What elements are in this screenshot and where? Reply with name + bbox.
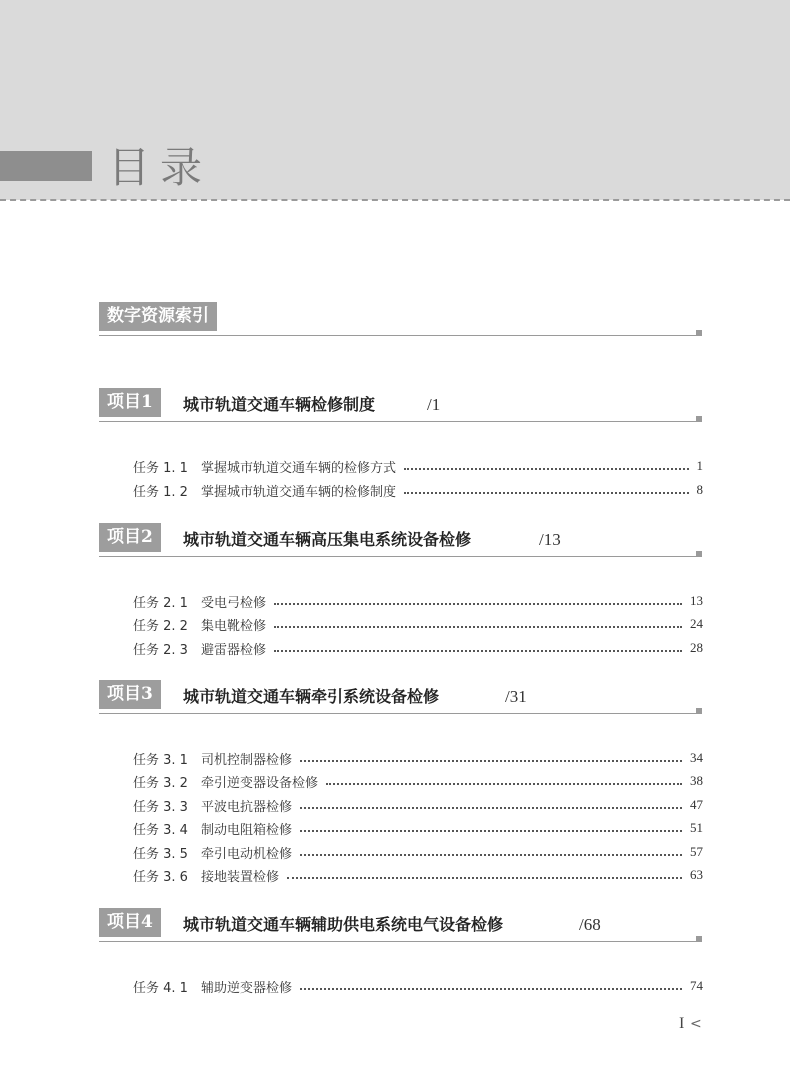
toc-entry-task-1-1[interactable] — [133, 456, 703, 476]
dot-leader — [300, 760, 682, 762]
task-number: 任务 3. 3 — [133, 799, 188, 815]
project-2-heading[interactable] — [99, 523, 702, 557]
header-dashed-divider — [0, 199, 790, 201]
digital-index-heading[interactable] — [99, 302, 702, 336]
toc-entry-task-2-2[interactable] — [133, 614, 703, 634]
task-page: 51 — [690, 820, 703, 835]
task-name: 平波电抗器检修 — [201, 799, 293, 815]
dot-leader — [300, 988, 682, 990]
task-page: 8 — [696, 482, 703, 497]
dot-leader — [274, 626, 682, 628]
section-rule-end-square — [696, 551, 702, 557]
task-name: 牵引逆变器设备检修 — [201, 775, 319, 791]
task-page: 13 — [690, 593, 703, 608]
project-1-heading[interactable] — [99, 388, 702, 422]
task-name: 制动电阻箱检修 — [201, 822, 293, 838]
project-tag: 项目4 — [99, 908, 161, 937]
task-number: 任务 1. 2 — [133, 484, 188, 500]
task-number: 任务 2. 3 — [133, 642, 188, 658]
task-number: 任务 2. 2 — [133, 618, 188, 634]
section-rule — [99, 421, 702, 422]
task-name: 避雷器检修 — [201, 642, 267, 658]
dot-leader — [404, 468, 688, 470]
section-rule — [99, 335, 702, 336]
section-rule — [99, 556, 702, 557]
task-name: 掌握城市轨道交通车辆的检修方式 — [201, 460, 397, 476]
project-3-heading[interactable] — [99, 680, 702, 714]
task-number: 任务 3. 2 — [133, 775, 188, 791]
task-page: 1 — [696, 458, 703, 473]
project-page: /1 — [427, 395, 441, 414]
dot-leader — [274, 603, 682, 605]
section-rule — [99, 713, 702, 714]
toc-entry-task-4-1[interactable] — [133, 976, 703, 996]
task-number: 任务 3. 1 — [133, 752, 188, 768]
dot-leader — [300, 830, 682, 832]
task-page: 24 — [690, 616, 703, 631]
toc-entry-task-3-5[interactable] — [133, 842, 703, 862]
dot-leader — [287, 877, 682, 879]
project-page: /31 — [505, 687, 527, 706]
task-name: 牵引电动机检修 — [201, 846, 293, 862]
project-page: /68 — [579, 915, 601, 934]
toc-entry-task-2-3[interactable] — [133, 638, 703, 658]
task-number: 任务 2. 1 — [133, 595, 188, 611]
task-page: 63 — [690, 867, 703, 882]
toc-entry-task-2-1[interactable] — [133, 591, 703, 611]
project-page: /13 — [539, 530, 561, 549]
task-number: 任务 3. 6 — [133, 869, 188, 885]
project-tag: 项目3 — [99, 680, 161, 709]
toc-entry-task-3-2[interactable] — [133, 771, 703, 791]
chevron-left-icon: < — [690, 1016, 702, 1032]
section-rule-end-square — [696, 330, 702, 336]
page-title: 目录 — [108, 143, 213, 192]
task-number: 任务 1. 1 — [133, 460, 188, 476]
section-rule-end-square — [696, 416, 702, 422]
dot-leader — [274, 650, 682, 652]
task-name: 受电弓检修 — [201, 595, 267, 611]
project-tag: 项目1 — [99, 388, 161, 417]
task-name: 集电靴检修 — [201, 618, 267, 634]
project-tag: 项目2 — [99, 523, 161, 552]
dot-leader — [404, 492, 688, 494]
dot-leader — [300, 807, 682, 809]
task-name: 辅助逆变器检修 — [201, 980, 293, 996]
project-title: 城市轨道交通车辆牵引系统设备检修 — [183, 687, 440, 706]
task-number: 任务 3. 4 — [133, 822, 188, 838]
digital-index-label: 数字资源索引 — [99, 302, 217, 331]
toc-entry-task-1-2[interactable] — [133, 480, 703, 500]
section-rule — [99, 941, 702, 942]
toc-entry-task-3-6[interactable] — [133, 865, 703, 885]
toc-entry-task-3-3[interactable] — [133, 795, 703, 815]
task-page: 34 — [690, 750, 703, 765]
header-accent-bar — [0, 151, 92, 181]
task-number: 任务 3. 5 — [133, 846, 188, 862]
project-title: 城市轨道交通车辆检修制度 — [183, 395, 376, 414]
project-title: 城市轨道交通车辆高压集电系统设备检修 — [183, 530, 472, 549]
task-name: 接地装置检修 — [201, 869, 280, 885]
task-page: 74 — [690, 978, 703, 993]
project-4-heading[interactable] — [99, 908, 702, 942]
task-page: 28 — [690, 640, 703, 655]
dot-leader — [300, 854, 682, 856]
toc-entry-task-3-4[interactable] — [133, 818, 703, 838]
task-number: 任务 4. 1 — [133, 980, 188, 996]
dot-leader — [326, 783, 682, 785]
toc-entry-task-3-1[interactable] — [133, 748, 703, 768]
project-title: 城市轨道交通车辆辅助供电系统电气设备检修 — [183, 915, 504, 934]
task-page: 47 — [690, 797, 703, 812]
section-rule-end-square — [696, 936, 702, 942]
page-number: I — [679, 1015, 685, 1032]
task-page: 38 — [690, 773, 703, 788]
task-page: 57 — [690, 844, 703, 859]
task-name: 司机控制器检修 — [201, 752, 293, 768]
task-name: 掌握城市轨道交通车辆的检修制度 — [201, 484, 397, 500]
section-rule-end-square — [696, 708, 702, 714]
